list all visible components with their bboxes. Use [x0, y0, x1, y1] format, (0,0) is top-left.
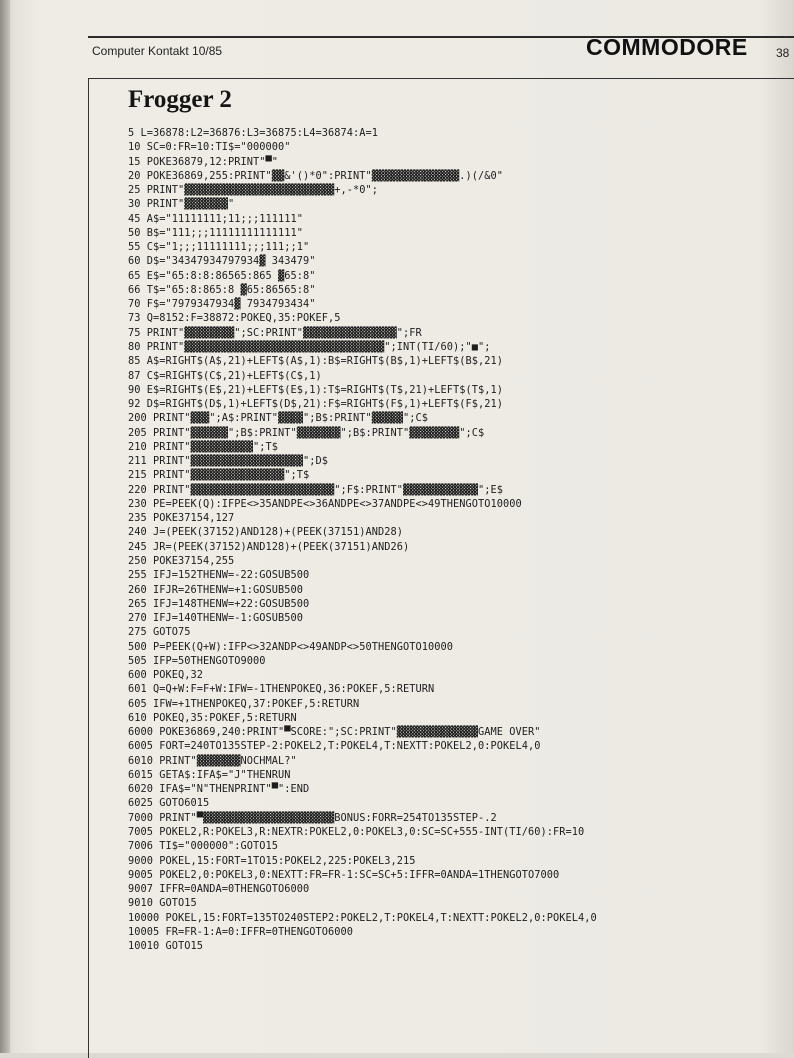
code-line: 7006 TI$="000000":GOTO15	[128, 840, 278, 853]
code-line: 87 C$=RIGHT$(C$,21)+LEFT$(C$,1)	[128, 369, 322, 382]
code-line: 55 C$="1;;;11111111;;;111;;1"	[128, 241, 310, 254]
code-line: 85 A$=RIGHT$(A$,21)+LEFT$(A$,1):B$=RIGHT$(B$,1)+LEFT$(B$,21)	[128, 355, 503, 368]
code-line: 5 L=36878:L2=36876:L3=36875:L4=36874:A=1	[128, 127, 378, 139]
code-line: 260 IFJR=26THENW=+1:GOSUB500	[128, 583, 303, 596]
code-line: 25 PRINT"▓▓▓▓▓▓▓▓▓▓▓▓▓▓▓▓▓▓▓▓▓▓▓▓+,-*0";	[128, 184, 378, 197]
code-line: 230 PE=PEEK(Q):IFPE<>35ANDPE<>36ANDPE<>37ANDPE<>49THENGOTO10000	[128, 497, 522, 510]
code-line: 205 PRINT"▓▓▓▓▓▓";B$:PRINT"▓▓▓▓▓▓▓";B$:PRINT"▓▓▓▓▓▓▓▓";C$	[128, 426, 485, 439]
code-line: 10010 GOTO15	[128, 940, 203, 953]
code-line: 10005 FR=FR-1:A=0:IFFR=0THENGOTO6000	[128, 925, 353, 938]
code-line: 30 PRINT"▓▓▓▓▓▓▓"	[128, 198, 235, 211]
code-line: 235 POKE37154,127	[128, 512, 235, 525]
code-line: 9007 IFFR=0ANDA=0THENGOTO6000	[128, 883, 310, 896]
code-line: 270 IFJ=140THENW=-1:GOSUB500	[128, 612, 303, 625]
code-line: 240 J=(PEEK(37152)AND128)+(PEEK(37151)AND28)	[128, 526, 403, 539]
code-line: 200 PRINT"▓▓▓";A$:PRINT"▓▓▓▓";B$:PRINT"▓▓▓▓▓";C$	[128, 412, 428, 425]
code-line: 66 T$="65:8:865:8 ▓65:86565:8"	[128, 283, 316, 296]
code-line: 60 D$="34347934797934▓ 343479"	[128, 255, 316, 268]
code-line: 6000 POKE36869,240:PRINT"▀SCORE:";SC:PRINT"▓▓▓▓▓▓▓▓▓▓▓▓▓GAME OVER"	[128, 726, 541, 739]
code-line: 250 POKE37154,255	[128, 554, 235, 567]
code-line: 80 PRINT"▓▓▓▓▓▓▓▓▓▓▓▓▓▓▓▓▓▓▓▓▓▓▓▓▓▓▓▓▓▓▓▓";INT(TI/60);"■";	[128, 340, 491, 353]
code-line: 6005 FORT=240TO135STEP-2:POKEL2,T:POKEL4,T:NEXTT:POKEL2,0:POKEL4,0	[128, 740, 541, 753]
code-line: 92 D$=RIGHT$(D$,1)+LEFT$(D$,21):F$=RIGHT$(F$,1)+LEFT$(F$,21)	[128, 398, 503, 411]
code-line: 7000 PRINT"▀▓▓▓▓▓▓▓▓▓▓▓▓▓▓▓▓▓▓▓▓▓BONUS:FORR=254TO135STEP-.2	[128, 811, 497, 824]
code-line: 601 Q=Q+W:F=F+W:IFW=-1THENPOKEQ,36:POKEF,5:RETURN	[128, 683, 435, 696]
code-line: 255 IFJ=152THENW=-22:GOSUB500	[128, 569, 310, 582]
code-line: 265 IFJ=148THENW=+22:GOSUB500	[128, 597, 310, 610]
code-line: 73 Q=8152:F=38872:POKEQ,35:POKEF,5	[128, 312, 341, 325]
code-line: 500 P=PEEK(Q+W):IFP<>32ANDP<>49ANDP<>50THENGOTO10000	[128, 640, 453, 653]
article-title: Frogger 2	[128, 86, 232, 113]
code-line: 6010 PRINT"▓▓▓▓▓▓▓NOCHMAL?"	[128, 754, 297, 767]
code-line: 10 SC=0:FR=10:TI$="000000"	[128, 141, 291, 154]
code-line: 211 PRINT"▓▓▓▓▓▓▓▓▓▓▓▓▓▓▓▓▓▓";D$	[128, 455, 328, 468]
code-line: 90 E$=RIGHT$(E$,21)+LEFT$(E$,1):T$=RIGHT$(T$,21)+LEFT$(T$,1)	[128, 383, 503, 396]
code-line: 9005 POKEL2,0:POKEL3,0:NEXTT:FR=FR-1:SC=SC+5:IFFR=0ANDA=1THENGOTO7000	[128, 868, 560, 881]
code-line: 7005 POKEL2,R:POKEL3,R:NEXTR:POKEL2,0:POKEL3,0:SC=SC+555-INT(TI/60):FR=10	[128, 826, 585, 839]
code-line: 20 POKE36869,255:PRINT"▓▓&'()*0":PRINT"▓▓▓▓▓▓▓▓▓▓▓▓▓▓.)(/&0"	[128, 169, 503, 182]
code-line: 50 B$="111;;;11111111111111"	[128, 226, 303, 239]
code-line: 610 POKEQ,35:POKEF,5:RETURN	[128, 711, 297, 724]
code-line: 9010 GOTO15	[128, 897, 197, 910]
code-line: 210 PRINT"▓▓▓▓▓▓▓▓▓▓";T$	[128, 440, 278, 453]
code-line: 505 IFP=50THENGOTO9000	[128, 654, 266, 667]
code-line: 245 JR=(PEEK(37152)AND128)+(PEEK(37151)AND26)	[128, 540, 410, 553]
code-line: 10000 POKEL,15:FORT=135TO240STEP2:POKEL2,T:POKEL4,T:NEXTT:POKEL2,0:POKEL4,0	[128, 911, 597, 924]
code-line: 9000 POKEL,15:FORT=1TO15:POKEL2,225:POKEL3,215	[128, 854, 416, 867]
code-line: 75 PRINT"▓▓▓▓▓▓▓▓";SC:PRINT"▓▓▓▓▓▓▓▓▓▓▓▓▓▓▓";FR	[128, 326, 422, 339]
page-number: 38	[776, 46, 790, 60]
code-line: 6020 IFA$="N"THENPRINT"▀":END	[128, 783, 310, 796]
code-line: 600 POKEQ,32	[128, 669, 203, 682]
code-line: 6025 GOTO6015	[128, 797, 210, 810]
code-line: 15 POKE36879,12:PRINT"▀"	[128, 155, 278, 168]
code-line: 70 F$="7979347934▓ 7934793434"	[128, 298, 316, 311]
code-line: 65 E$="65:8:8:86565:865 ▓65:8"	[128, 269, 316, 282]
code-line: 220 PRINT"▓▓▓▓▓▓▓▓▓▓▓▓▓▓▓▓▓▓▓▓▓▓▓";F$:PRINT"▓▓▓▓▓▓▓▓▓▓▓▓";E$	[128, 483, 503, 496]
code-line: 275 GOTO75	[128, 626, 191, 639]
code-line: 6015 GETA$:IFA$="J"THENRUN	[128, 768, 291, 781]
magazine-issue-label: Computer Kontakt 10/85	[92, 44, 223, 58]
page-gutter	[0, 0, 10, 1053]
code-line: 605 IFW=+1THENPOKEQ,37:POKEF,5:RETURN	[128, 697, 360, 710]
code-line: 45 A$="11111111;11;;;111111"	[128, 212, 303, 225]
basic-program-listing	[128, 126, 597, 953]
code-line: 215 PRINT"▓▓▓▓▓▓▓▓▓▓▓▓▓▓▓";T$	[128, 469, 310, 482]
section-brand: COMMODORE	[586, 34, 748, 60]
